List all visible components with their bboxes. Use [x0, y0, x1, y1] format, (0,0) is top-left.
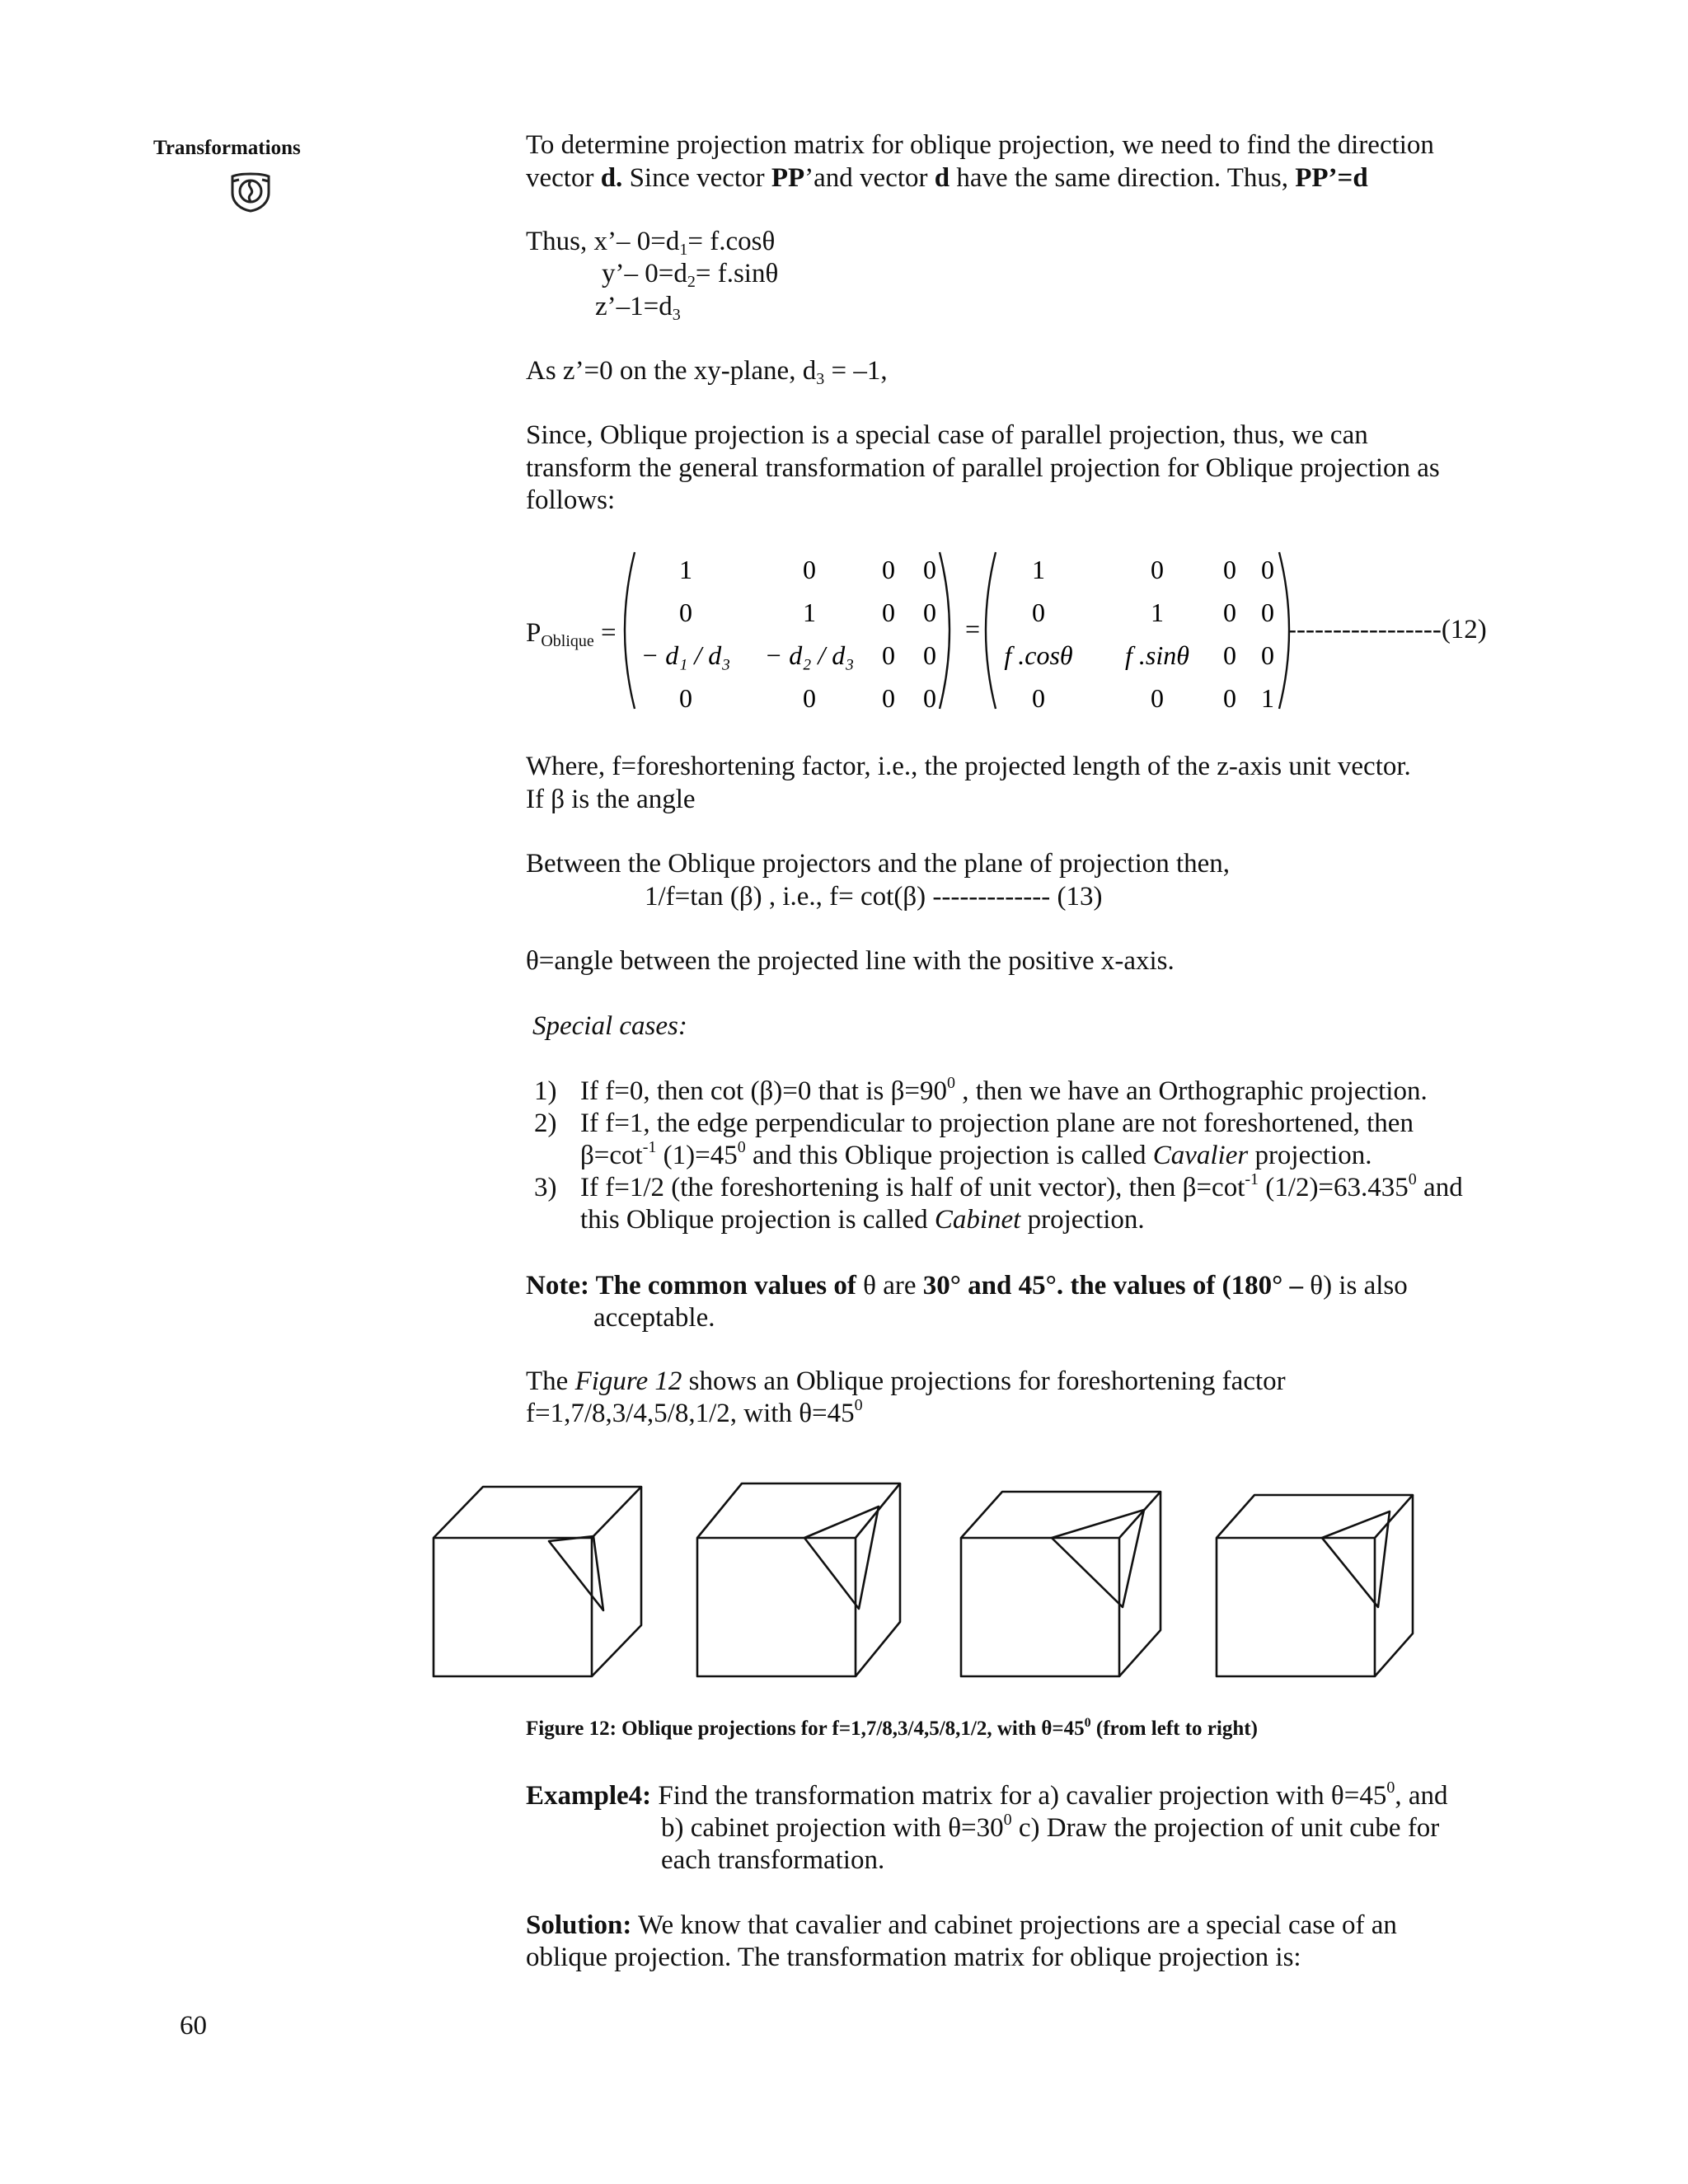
figure-ref-line-1: The Figure 12 shows an Oblique projections for foreshortening factor [526, 1366, 1286, 1396]
matrix-1-cell-1-3: 0 [923, 598, 936, 627]
special-case-3-number: 3) [534, 1173, 557, 1202]
matrix-2-cell-1-0: 0 [1032, 598, 1045, 627]
special-case-3: If f=1/2 (the foreshortening is half of unit vector), then $\beta=\cot^{-1}$ $(1/2)=63.435^0$ and [580, 1170, 1463, 1202]
foreshortening-line-3: Between the Oblique projectors and the plane of projection then, [526, 849, 1231, 879]
foreshortening-line-2: If β is the angle [526, 785, 696, 814]
special-case-2-number: 2) [534, 1108, 557, 1138]
special-case-2: If f=1, the edge perpendicular to projection plane are not foreshortened, then [580, 1108, 1414, 1138]
section-title: Transformations [153, 137, 301, 159]
matrix-2-cell-3-3: 1 [1261, 683, 1274, 713]
special-case-1-number: 1) [534, 1076, 557, 1106]
matrix-1-cell-3-3: 0 [923, 683, 936, 713]
matrix-1-cell-1-1: 1 [803, 598, 816, 627]
equation-y: y’– $0=d_2= f.\sin\theta$ [602, 259, 779, 291]
cube-f-5-8 [1217, 1495, 1413, 1676]
matrix-2-cell-1-1: 1 [1151, 598, 1164, 627]
matrix-2-cell-1-3: 0 [1261, 598, 1274, 627]
matrix-1-cell-1-2: 0 [882, 598, 895, 627]
cube-f-3-4 [961, 1492, 1160, 1676]
theta-definition: θ=angle between the projected line with the positive x-axis. [526, 946, 1175, 976]
special-case-3-cont: this Oblique projection is called Cabinet projection. [580, 1205, 1145, 1235]
matrix-2-cell-2-0: f .cosθ [1004, 640, 1073, 670]
matrix-1-cell-0-2: 0 [882, 555, 895, 584]
matrix-1-cell-2-1: − d₂ / d₃ [764, 640, 855, 670]
equation-z: $z’-1=d_3$ [595, 292, 681, 324]
page-number: 60 [180, 2011, 207, 2041]
matrix-2-cell-2-1: f .sinθ [1125, 640, 1189, 670]
matrix-2-cell-0-0: 1 [1032, 555, 1045, 584]
parallel-line-1: Since, Oblique projection is a special case of parallel projection, thus, we can [526, 420, 1368, 450]
matrix-1-cell-2-3: 0 [923, 640, 936, 670]
cube-f-7-8 [697, 1483, 900, 1676]
matrix-2-cell-3-1: 0 [1151, 683, 1164, 713]
matrix-2-cell-0-2: 0 [1223, 555, 1236, 584]
oblique-cubes-figure [420, 1475, 1442, 1690]
matrix-2-cell-2-2: 0 [1223, 640, 1236, 670]
parallel-line-2: transform the general transformation of parallel projection for Oblique projection as [526, 453, 1440, 483]
equation-13: 1/f=tan (β) , i.e., f= cot(β) ------------- (13) [645, 882, 1103, 912]
figure-caption: Figure 12: Oblique projections for f=1,7/8,3/4,5/8,1/2, with $\theta=45^0$ (from left to right) [526, 1716, 1258, 1740]
example-line-2: b) cabinet projection with $\theta=30^0$ c) Draw the projection of unit cube for [661, 1811, 1440, 1843]
foreshortening-line-1: Where, f=foreshortening factor, i.e., the projected length of the z-axis unit vector. [526, 752, 1411, 781]
matrix-2-cell-3-0: 0 [1032, 683, 1045, 713]
note: Note: The common values of θ are 30° and 45°. the values of (180° – θ) is also [526, 1271, 1408, 1301]
university-emblem-icon [229, 170, 272, 217]
matrix-2-cell-2-3: 0 [1261, 640, 1274, 670]
matrix-1-cell-1-0: 0 [679, 598, 692, 627]
matrix-2-cell-0-3: 0 [1261, 555, 1274, 584]
matrix-1-cell-3-1: 0 [803, 683, 816, 713]
figure-ref-line-2: f=1,7/8,3/4,5/8,1/2, with $\theta=45^0$ [526, 1396, 863, 1428]
special-cases-heading: Special cases: [532, 1011, 687, 1041]
projection-matrix [610, 544, 1311, 717]
matrix-equals: = [964, 614, 981, 644]
cube-f-1 [434, 1487, 641, 1676]
intro-line-1: To determine projection matrix for oblique projection, we need to find the direction [526, 130, 1434, 160]
matrix-1-cell-0-1: 0 [803, 555, 816, 584]
intro-line-2: vector d. Since vector PP’and vector d have the same direction. Thus, PP’=d [526, 163, 1368, 193]
matrix-2-cell-0-1: 0 [1151, 555, 1164, 584]
equation-x: Thus, x’– $0=d_1= f.\cos\theta$ [526, 227, 776, 259]
equation-d3: As z’=0 on the xy-plane, $d_3 = -1$, [526, 356, 888, 388]
matrix-1-cell-0-0: 1 [679, 555, 692, 584]
example-line-1: Example4: Find the transformation matrix for a) cavalier projection with $\theta=45^0$, and [526, 1779, 1448, 1811]
parallel-line-3: follows: [526, 485, 616, 515]
special-case-2-cont: $\beta=\cot^{-1}$ $(1)=45^0$ and this Oblique projection is called Cavalier projection. [580, 1138, 1372, 1170]
special-case-1: If f=0, then cot (β)=0 that is $\beta=90^0$ , then we have an Orthographic projection. [580, 1074, 1428, 1106]
matrix-2-cell-1-2: 0 [1223, 598, 1236, 627]
matrix-1-cell-2-0: − d₁ / d₃ [640, 640, 731, 670]
note-cont: acceptable. [593, 1303, 715, 1333]
matrix-1-cell-0-3: 0 [923, 555, 936, 584]
matrix-1-cell-2-2: 0 [882, 640, 895, 670]
equation-label-12: -----------------(12) [1287, 615, 1487, 644]
example-line-3: each transformation. [661, 1845, 885, 1875]
matrix-2-cell-3-2: 0 [1223, 683, 1236, 713]
matrix-lhs: $P_{Oblique}$ = [526, 618, 617, 650]
matrix-1-cell-3-0: 0 [679, 683, 692, 713]
solution-line-2: oblique projection. The transformation matrix for oblique projection is: [526, 1943, 1301, 1972]
matrix-1-cell-3-2: 0 [882, 683, 895, 713]
solution-line-1: Solution: We know that cavalier and cabinet projections are a special case of an [526, 1910, 1397, 1940]
